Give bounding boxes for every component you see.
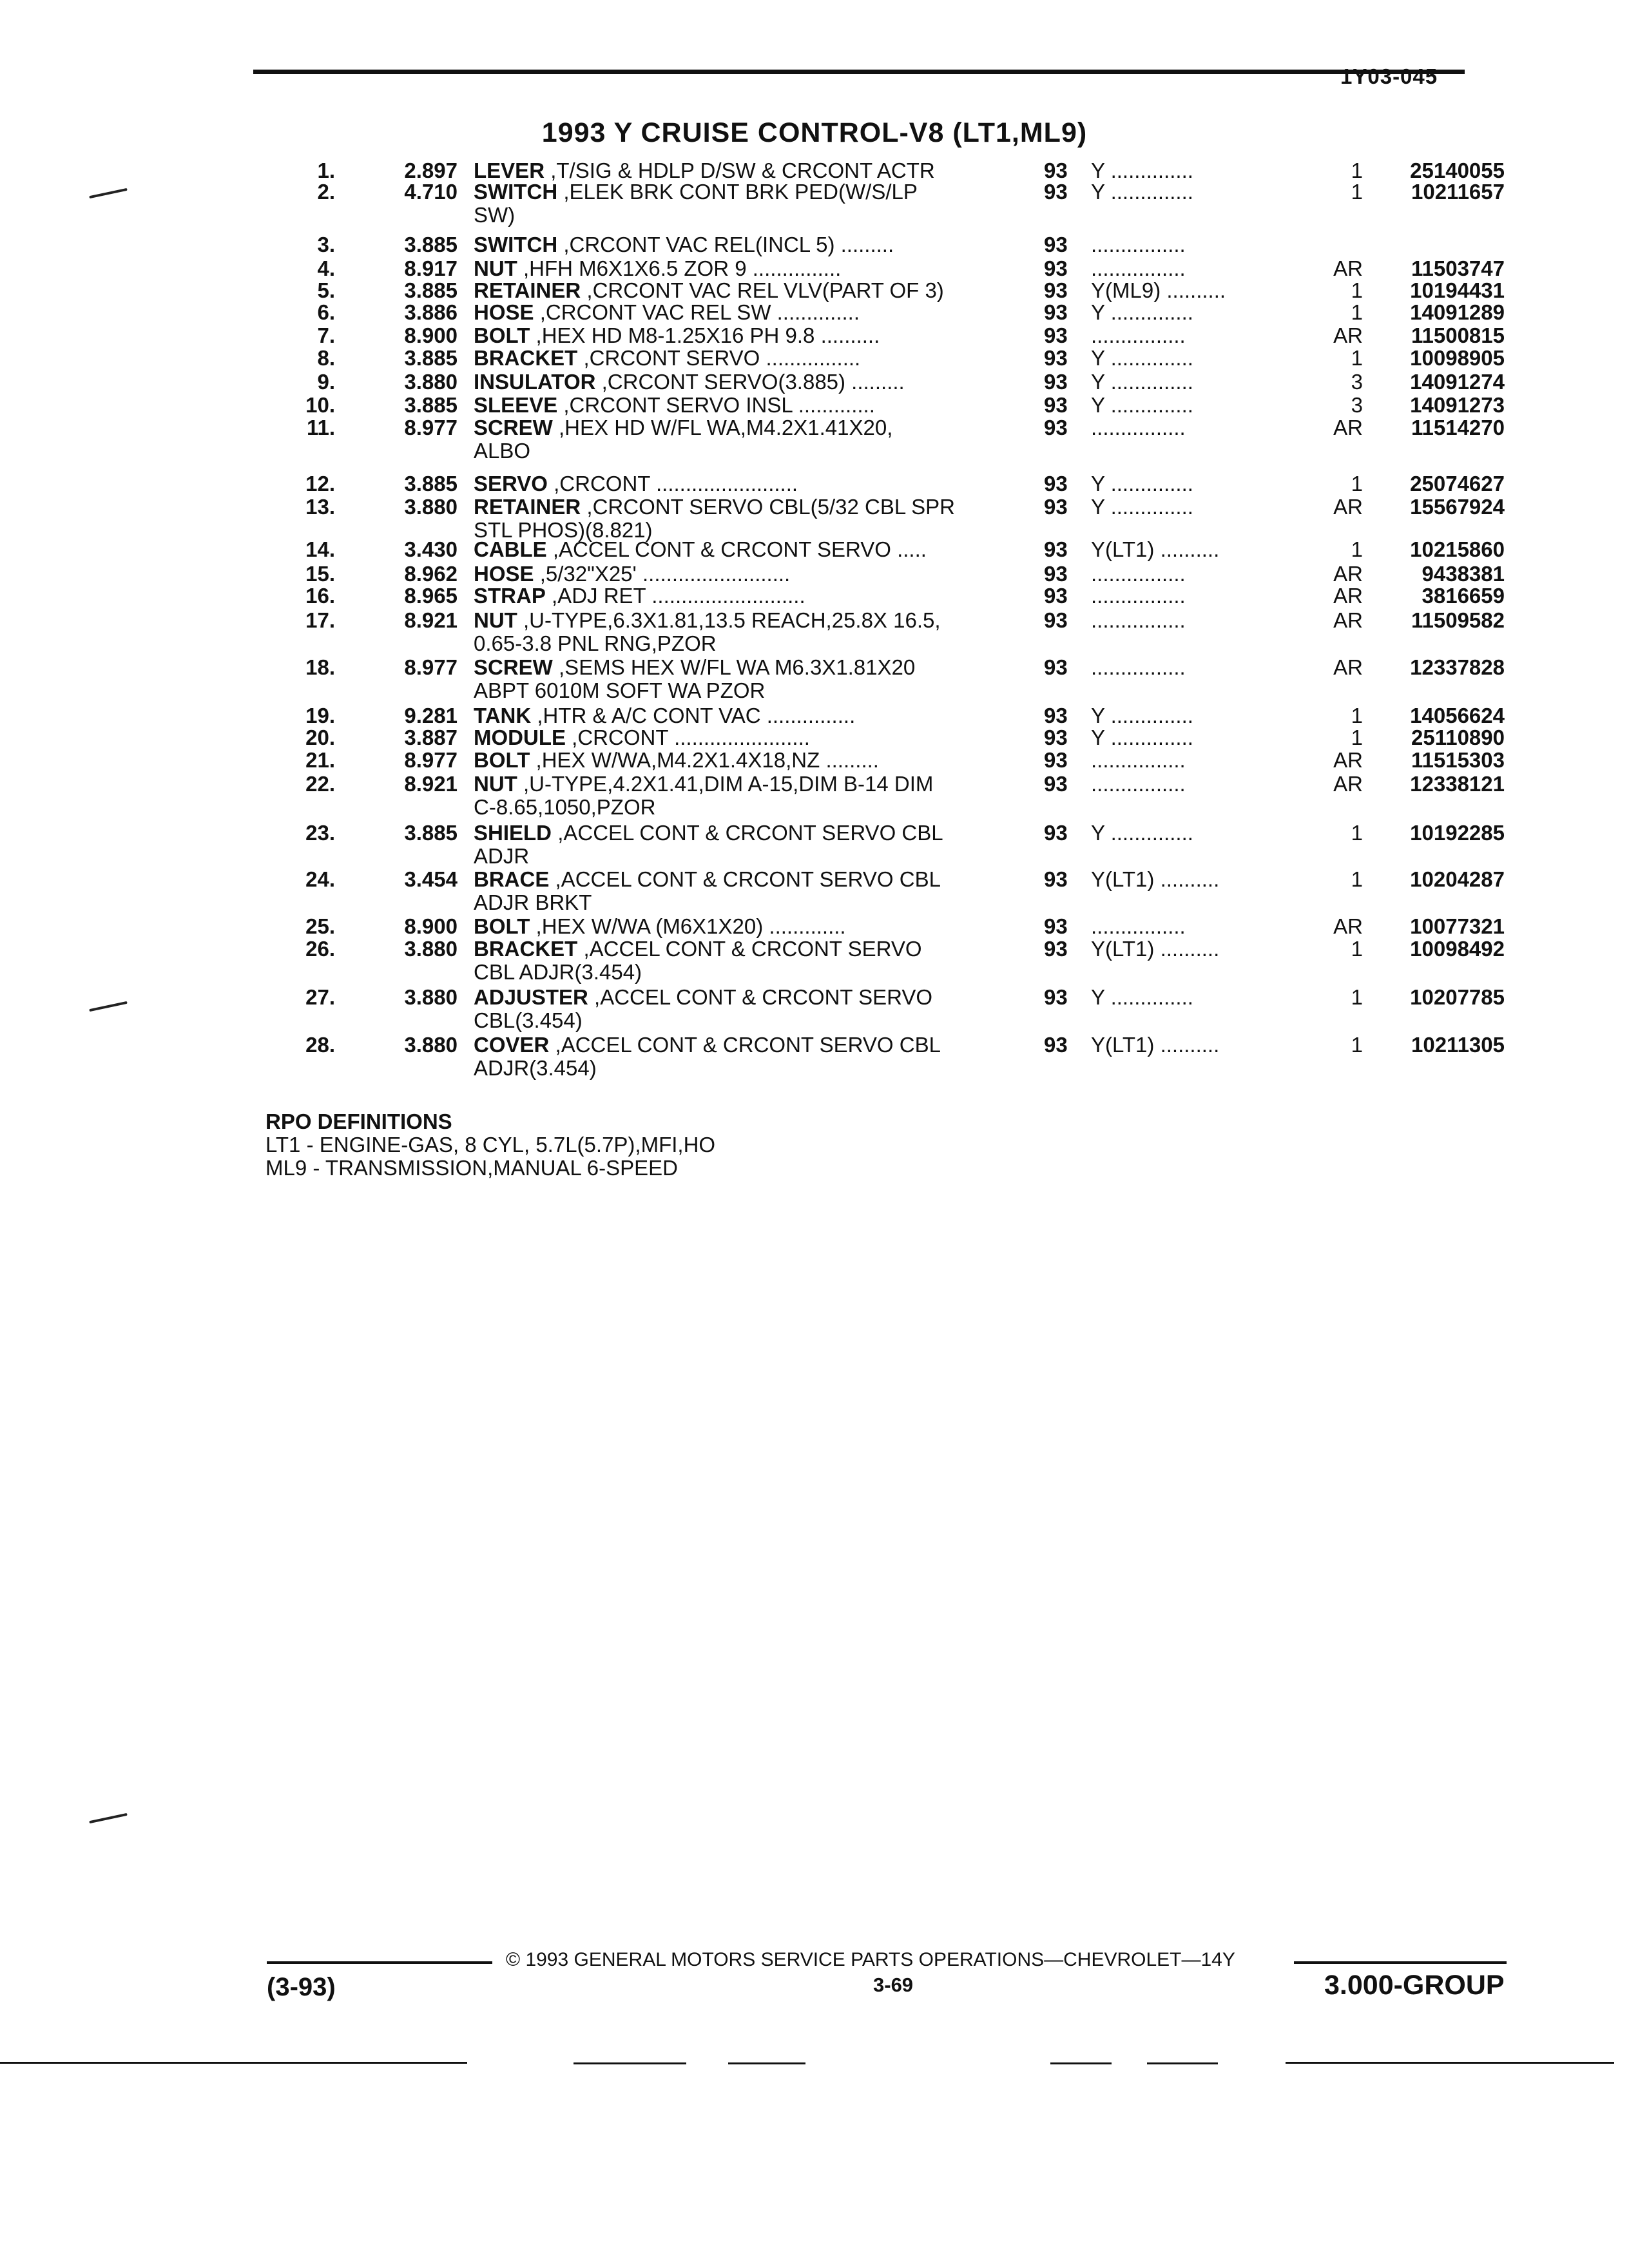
part-name: SLEEVE (474, 393, 558, 417)
part-description (474, 416, 1002, 463)
model-year: 93 (1044, 233, 1068, 256)
scan-rule-2 (574, 2062, 686, 2064)
description-line-2: 0.65-3.8 PNL RNG,PZOR (474, 631, 717, 655)
description-line-1: ,CRCONT ........................ (554, 472, 798, 495)
model-year: 93 (1044, 726, 1068, 749)
description-line-1: ,U-TYPE,4.2X1.41,DIM A-15,DIM B-14 DIM (523, 772, 934, 796)
part-name: HOSE (474, 562, 534, 586)
model-year: 93 (1044, 867, 1068, 891)
part-description (474, 301, 1002, 324)
part-description (474, 562, 1002, 586)
item-number: 8. (317, 346, 335, 370)
description-line-1: ,ELEK BRK CONT BRK PED(W/S/LP (563, 180, 918, 204)
description-line-1: ,ACCEL CONT & CRCONT SERVO (583, 937, 922, 961)
rpo-line-ml9: ML9 - TRANSMISSION,MANUAL 6-SPEED (265, 1156, 678, 1180)
part-description (474, 986, 1002, 1032)
part-name: SHIELD (474, 821, 552, 845)
description-line-2: ADJR BRKT (474, 890, 592, 914)
group-number: 3.454 (404, 867, 458, 891)
part-name: RETAINER (474, 495, 581, 519)
model-year: 93 (1044, 562, 1068, 586)
part-number: 11500815 (1411, 323, 1505, 347)
item-number: 2. (317, 180, 335, 204)
group-number: 9.281 (404, 704, 458, 727)
item-number: 1. (317, 159, 335, 182)
part-number: 10204287 (1410, 867, 1505, 891)
model-year: 93 (1044, 608, 1068, 632)
scan-rule-6 (1286, 2062, 1614, 2064)
part-name: BRACKET (474, 937, 578, 961)
group-number: 8.965 (404, 584, 458, 608)
part-description (474, 257, 1002, 280)
item-number: 4. (317, 256, 335, 280)
group-number: 8.977 (404, 416, 458, 439)
part-name: BOLT (474, 748, 530, 772)
description-line-1: ,ACCEL CONT & CRCONT SERVO CBL (555, 867, 941, 891)
item-number: 20. (305, 726, 335, 749)
model-usage: Y .............. (1091, 726, 1193, 749)
model-usage: Y(LT1) .......... (1091, 937, 1220, 961)
description-line-1: ,HEX W/WA (M6X1X20) ............. (535, 914, 846, 938)
model-year: 93 (1044, 704, 1068, 727)
model-usage: Y .............. (1091, 495, 1193, 519)
part-name: NUT (474, 772, 517, 796)
item-number: 10. (305, 393, 335, 417)
quantity: AR (1333, 914, 1363, 938)
description-line-1: ,5/32"X25' ......................... (539, 562, 791, 586)
item-number: 11. (306, 416, 335, 439)
part-number: 10215860 (1410, 537, 1505, 561)
item-number: 13. (305, 495, 335, 519)
group-number: 3.430 (404, 537, 458, 561)
quantity: 1 (1351, 278, 1363, 302)
description-line-1: ,U-TYPE,6.3X1.81,13.5 REACH,25.8X 16.5, (523, 608, 941, 632)
part-description (474, 915, 1002, 938)
description-line-1: ,CRCONT VAC REL SW .............. (539, 300, 860, 324)
footer-rule-left (267, 1961, 492, 1964)
part-number: 12337828 (1410, 655, 1505, 679)
model-year: 93 (1044, 346, 1068, 370)
group-number: 4.710 (404, 180, 458, 204)
group-number: 8.977 (404, 655, 458, 679)
model-year: 93 (1044, 1033, 1068, 1057)
part-number: 10098905 (1410, 346, 1505, 370)
description-line-1: ,CRCONT SERVO INSL ............. (563, 393, 875, 417)
description-line-2: ADJR(3.454) (474, 1056, 597, 1080)
model-year: 93 (1044, 985, 1068, 1009)
quantity: AR (1333, 748, 1363, 772)
quantity: AR (1333, 495, 1363, 519)
group-number: 3.880 (404, 985, 458, 1009)
quantity: AR (1333, 772, 1363, 796)
item-number: 18. (305, 655, 335, 679)
group-number: 8.900 (404, 323, 458, 347)
quantity: AR (1333, 323, 1363, 347)
part-name: NUT (474, 608, 517, 632)
description-line-1: ,CRCONT VAC REL VLV(PART OF 3) (586, 278, 944, 302)
item-number: 25. (305, 914, 335, 938)
quantity: 1 (1351, 726, 1363, 749)
model-year: 93 (1044, 537, 1068, 561)
item-number: 28. (305, 1033, 335, 1057)
item-number: 22. (305, 772, 335, 796)
part-name: NUT (474, 256, 517, 280)
item-number: 26. (305, 937, 335, 961)
model-year: 93 (1044, 180, 1068, 204)
part-name: CABLE (474, 537, 547, 561)
group-number: 8.962 (404, 562, 458, 586)
part-description (474, 749, 1002, 772)
footer-rule-right (1294, 1961, 1507, 1964)
quantity: AR (1333, 256, 1363, 280)
model-usage: ................ (1091, 749, 1186, 772)
part-number: 10207785 (1410, 985, 1505, 1009)
quantity: 1 (1351, 821, 1363, 845)
model-usage: Y(LT1) .......... (1091, 1033, 1220, 1057)
part-number: 10192285 (1410, 821, 1505, 845)
part-number: 11514270 (1411, 416, 1505, 439)
part-description (474, 609, 1002, 655)
quantity: AR (1333, 655, 1363, 679)
model-year: 93 (1044, 300, 1068, 324)
part-name: BOLT (474, 914, 530, 938)
part-number: 14091274 (1410, 370, 1505, 394)
model-usage: ................ (1091, 584, 1186, 608)
quantity: 1 (1351, 867, 1363, 891)
model-year: 93 (1044, 937, 1068, 961)
scan-rule-5 (1147, 2062, 1218, 2064)
part-name: BRACKET (474, 346, 578, 370)
model-year: 93 (1044, 914, 1068, 938)
model-usage: ................ (1091, 656, 1186, 679)
model-usage: ................ (1091, 233, 1186, 256)
part-number: 25110890 (1411, 726, 1505, 749)
binder-mark-top (89, 188, 128, 198)
part-name: BOLT (474, 323, 530, 347)
description-line-1: ,ACCEL CONT & CRCONT SERVO CBL (555, 1033, 941, 1057)
model-usage: Y .............. (1091, 347, 1193, 370)
model-year: 93 (1044, 655, 1068, 679)
group-number: 8.917 (404, 256, 458, 280)
model-year: 93 (1044, 393, 1068, 417)
description-line-2: SW) (474, 203, 516, 227)
binder-mark-bottom (89, 1813, 128, 1823)
part-number: 11509582 (1411, 608, 1505, 632)
item-number: 5. (317, 278, 335, 302)
part-number: 14091289 (1410, 300, 1505, 324)
quantity: 1 (1351, 472, 1363, 495)
quantity: AR (1333, 608, 1363, 632)
footer-group: 3.000-GROUP (1324, 1970, 1505, 2001)
group-number: 2.897 (404, 159, 458, 182)
group-number: 3.880 (404, 495, 458, 519)
part-description (474, 822, 1002, 868)
description-line-1: ,ACCEL CONT & CRCONT SERVO ..... (552, 537, 927, 561)
part-description (474, 726, 1002, 749)
model-year: 93 (1044, 370, 1068, 394)
item-number: 6. (317, 300, 335, 324)
description-line-1: ,ACCEL CONT & CRCONT SERVO CBL (557, 821, 943, 845)
part-description (474, 584, 1002, 608)
model-year: 93 (1044, 472, 1068, 495)
model-year: 93 (1044, 495, 1068, 519)
item-number: 3. (317, 233, 335, 256)
item-number: 19. (305, 704, 335, 727)
item-number: 21. (305, 748, 335, 772)
group-number: 3.880 (404, 937, 458, 961)
description-line-1: ,CRCONT ....................... (572, 726, 810, 749)
model-usage: Y .............. (1091, 472, 1193, 495)
item-number: 27. (305, 985, 335, 1009)
part-name: SCREW (474, 655, 553, 679)
description-line-2: ALBO (474, 439, 531, 463)
description-line-1: ,ADJ RET .......................... (552, 584, 805, 608)
part-number: 10098492 (1410, 937, 1505, 961)
scan-rule-1 (0, 2062, 467, 2064)
group-number: 3.885 (404, 821, 458, 845)
part-number: 11515303 (1411, 748, 1505, 772)
part-description (474, 937, 1002, 984)
description-line-2: CBL ADJR(3.454) (474, 960, 642, 984)
part-name: SCREW (474, 416, 553, 439)
group-number: 3.885 (404, 472, 458, 495)
item-number: 24. (305, 867, 335, 891)
model-year: 93 (1044, 278, 1068, 302)
group-number: 8.921 (404, 608, 458, 632)
quantity: AR (1333, 416, 1363, 439)
description-line-1: ,ACCEL CONT & CRCONT SERVO (594, 985, 933, 1009)
description-line-1: ,CRCONT VAC REL(INCL 5) ......... (563, 233, 894, 256)
description-line-1: ,HEX W/WA,M4.2X1.4X18,NZ ......... (535, 748, 879, 772)
part-number: 12338121 (1410, 772, 1505, 796)
binder-mark-middle (89, 1001, 128, 1012)
rpo-heading: RPO DEFINITIONS (265, 1110, 452, 1133)
model-usage: Y .............. (1091, 822, 1193, 845)
part-description (474, 1033, 1002, 1080)
part-description (474, 324, 1002, 347)
part-name: SWITCH (474, 233, 558, 256)
model-year: 93 (1044, 584, 1068, 608)
rpo-line-lt1: LT1 - ENGINE-GAS, 8 CYL, 5.7L(5.7P),MFI,HO (265, 1133, 716, 1157)
footer-copyright: © 1993 GENERAL MOTORS SERVICE PARTS OPERATIONS—CHEVROLET—14Y (506, 1949, 1235, 1970)
part-description (474, 656, 1002, 702)
group-number: 8.900 (404, 914, 458, 938)
model-usage: ................ (1091, 324, 1186, 347)
quantity: 1 (1351, 704, 1363, 727)
scan-rule-4 (1050, 2062, 1112, 2064)
quantity: 1 (1351, 1033, 1363, 1057)
quantity: 3 (1351, 393, 1363, 417)
part-name: RETAINER (474, 278, 581, 302)
part-name: BRACE (474, 867, 550, 891)
part-name: STRAP (474, 584, 546, 608)
description-line-2: ADJR (474, 844, 530, 868)
description-line-1: ,SEMS HEX W/FL WA M6.3X1.81X20 (559, 655, 916, 679)
part-number: 25140055 (1410, 159, 1505, 182)
description-line-1: ,HTR & A/C CONT VAC ............... (537, 704, 856, 727)
part-number: 10194431 (1410, 278, 1505, 302)
group-number: 3.880 (404, 370, 458, 394)
quantity: AR (1333, 584, 1363, 608)
quantity: 3 (1351, 370, 1363, 394)
part-number: 3816659 (1422, 584, 1505, 608)
group-number: 3.885 (404, 346, 458, 370)
part-name: MODULE (474, 726, 566, 749)
group-number: 3.885 (404, 233, 458, 256)
footer-page-number: 3-69 (873, 1974, 914, 1996)
item-number: 16. (305, 584, 335, 608)
part-description (474, 773, 1002, 819)
model-usage: ................ (1091, 609, 1186, 632)
model-year: 93 (1044, 748, 1068, 772)
scan-rule-3 (728, 2062, 805, 2064)
model-usage: ................ (1091, 915, 1186, 938)
model-usage: Y .............. (1091, 704, 1193, 727)
part-description (474, 538, 1002, 561)
part-number: 14091273 (1410, 393, 1505, 417)
group-number: 8.977 (404, 748, 458, 772)
footer-date-code: (3-93) (267, 1973, 336, 2001)
description-line-1: ,CRCONT SERVO(3.885) ......... (601, 370, 905, 394)
quantity: 1 (1351, 180, 1363, 204)
item-number: 15. (305, 562, 335, 586)
item-number: 9. (317, 370, 335, 394)
model-year: 93 (1044, 256, 1068, 280)
part-description (474, 159, 1002, 182)
page-title: 1993 Y CRUISE CONTROL-V8 (LT1,ML9) (541, 117, 1088, 148)
model-usage: Y .............. (1091, 370, 1193, 394)
group-number: 3.886 (404, 300, 458, 324)
description-line-1: ,CRCONT SERVO ................ (583, 346, 861, 370)
part-name: HOSE (474, 300, 534, 324)
quantity: 1 (1351, 537, 1363, 561)
group-number: 3.885 (404, 278, 458, 302)
description-line-2: C-8.65,1050,PZOR (474, 795, 656, 819)
model-usage: Y .............. (1091, 394, 1193, 417)
part-name: TANK (474, 704, 532, 727)
part-number: 10077321 (1410, 914, 1505, 938)
model-usage: Y .............. (1091, 301, 1193, 324)
group-number: 3.887 (404, 726, 458, 749)
description-line-2: STL PHOS)(8.821) (474, 518, 653, 542)
description-line-2: ABPT 6010M SOFT WA PZOR (474, 678, 766, 702)
group-number: 3.885 (404, 393, 458, 417)
quantity: 1 (1351, 985, 1363, 1009)
part-name: COVER (474, 1033, 550, 1057)
part-name: ADJUSTER (474, 985, 588, 1009)
quantity: 1 (1351, 346, 1363, 370)
quantity: 1 (1351, 300, 1363, 324)
part-number: 11503747 (1411, 256, 1505, 280)
part-name: SERVO (474, 472, 548, 495)
description-line-1: ,CRCONT SERVO CBL(5/32 CBL SPR (586, 495, 955, 519)
model-year: 93 (1044, 416, 1068, 439)
model-usage: ................ (1091, 562, 1186, 586)
group-number: 3.880 (404, 1033, 458, 1057)
part-number: 10211657 (1411, 180, 1505, 204)
quantity: 1 (1351, 159, 1363, 182)
model-usage: ................ (1091, 416, 1186, 439)
part-description (474, 370, 1002, 394)
quantity: AR (1333, 562, 1363, 586)
item-number: 7. (317, 323, 335, 347)
model-usage: ................ (1091, 257, 1186, 280)
description-line-1: ,HEX HD W/FL WA,M4.2X1.41X20, (559, 416, 893, 439)
model-year: 93 (1044, 323, 1068, 347)
group-number: 8.921 (404, 772, 458, 796)
item-number: 23. (305, 821, 335, 845)
part-description (474, 472, 1002, 495)
part-description (474, 347, 1002, 370)
part-number: 10211305 (1411, 1033, 1505, 1057)
quantity: 1 (1351, 937, 1363, 961)
part-number: 15567924 (1410, 495, 1505, 519)
model-usage: Y .............. (1091, 159, 1193, 182)
part-description (474, 180, 1002, 227)
part-number: 14056624 (1410, 704, 1505, 727)
part-name: SWITCH (474, 180, 558, 204)
part-name: INSULATOR (474, 370, 596, 394)
part-description (474, 495, 1002, 542)
description-line-1: ,T/SIG & HDLP D/SW & CRCONT ACTR (550, 159, 935, 182)
page-code: 1Y03-045 (1340, 64, 1438, 88)
model-usage: Y(ML9) .......... (1091, 279, 1226, 302)
top-rule (253, 70, 1465, 74)
part-name: LEVER (474, 159, 545, 182)
part-number: 9438381 (1422, 562, 1505, 586)
part-description (474, 868, 1002, 914)
item-number: 14. (305, 537, 335, 561)
description-line-2: CBL(3.454) (474, 1008, 583, 1032)
description-line-1: ,HFH M6X1X6.5 ZOR 9 ............... (523, 256, 842, 280)
part-description (474, 233, 1002, 256)
part-number: 25074627 (1410, 472, 1505, 495)
model-usage: Y .............. (1091, 180, 1193, 204)
model-year: 93 (1044, 772, 1068, 796)
item-number: 17. (305, 608, 335, 632)
part-description (474, 394, 1002, 417)
part-description (474, 279, 1002, 302)
model-year: 93 (1044, 821, 1068, 845)
description-line-1: ,HEX HD M8-1.25X16 PH 9.8 .......... (535, 323, 880, 347)
item-number: 12. (305, 472, 335, 495)
model-usage: Y(LT1) .......... (1091, 538, 1220, 561)
model-year: 93 (1044, 159, 1068, 182)
model-usage: Y .............. (1091, 986, 1193, 1009)
part-description (474, 704, 1002, 727)
model-usage: Y(LT1) .......... (1091, 868, 1220, 891)
model-usage: ................ (1091, 773, 1186, 796)
